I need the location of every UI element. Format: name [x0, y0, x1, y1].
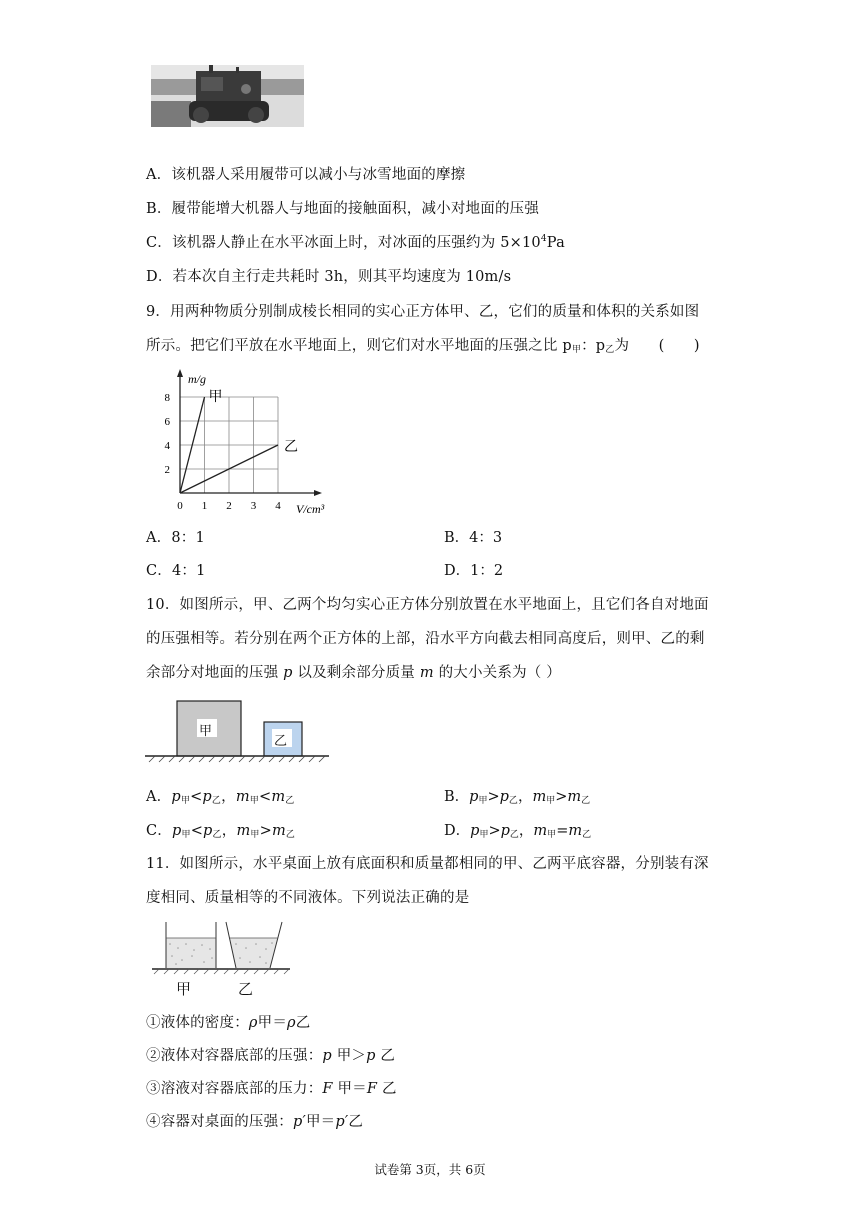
q10-stem-line1: 10．如图所示，甲、乙两个均匀实心正方体分别放置在水平地面上，且它们各自对地面 — [146, 597, 709, 613]
x-tick-label: 0 — [177, 500, 183, 512]
cube-yi-label: 乙 — [274, 734, 288, 749]
q10-option-a: A．$p_甲<p_乙$，$m_甲<m_乙$ — [146, 789, 295, 806]
y-axis-arrow — [177, 369, 183, 377]
q9-stem-line1: 9．用两种物质分别制成棱长相同的实心正方体甲、乙，它们的质量和体积的关系如图 — [146, 304, 700, 320]
q11-statement-4: ④容器对桌面的压强：p′甲＝p′乙 — [146, 1114, 364, 1130]
x-tick-label: 4 — [275, 500, 281, 512]
cube-jia-label: 甲 — [199, 724, 213, 739]
series-label-jia: 甲 — [208, 389, 223, 405]
q10-stem-line3: 余部分对地面的压强 p 以及剩余部分质量 m 的大小关系为（ ） — [146, 665, 561, 681]
robot-photo — [151, 65, 304, 127]
q11-stem-line2: 度相同、质量相等的不同液体。下列说法正确的是 — [146, 890, 470, 906]
y-tick-label: 6 — [164, 416, 170, 428]
x-tick-label: 1 — [201, 500, 208, 512]
q10-stem-line2: 的压强相等。若分别在两个正方体的上部，沿水平方向截去相同高度后，则甲、乙的剩 — [146, 631, 705, 647]
q9-stem-line2: 所示。把它们平放在水平地面上，则它们对水平地面的压强之比 $p_甲$：$p_乙$为 ( ) — [146, 338, 700, 355]
q11-statement-3: ③溶液对容器底部的压力：F 甲＝F 乙 — [146, 1081, 397, 1097]
q9-option-a: A．8：1 — [146, 530, 205, 546]
q9-option-b: B．4：3 — [444, 530, 503, 546]
containers-figure — [152, 918, 292, 998]
container-yi-label: 乙 — [238, 980, 254, 998]
x-axis-arrow — [314, 490, 322, 496]
q8-option-c: C．该机器人静止在水平冰面上时，对冰面的压强约为 $5\times 10^4Pa$ — [146, 234, 565, 251]
q10-option-c: C．$p_甲<p_乙$，$m_甲>m_乙$ — [146, 823, 296, 840]
q9-option-c: C．4：1 — [146, 563, 206, 579]
q11-stem-line1: 11．如图所示，水平桌面上放有底面积和质量都相同的甲、乙两平底容器，分别装有深 — [146, 856, 709, 872]
q9-option-d: D．1：2 — [444, 563, 504, 579]
q8-option-d: D．若本次自主行走共耗时 3h，则其平均速度为 10m/s — [146, 269, 512, 285]
q10-option-d: D．$p_甲>p_乙$，$m_甲=m_乙$ — [444, 823, 592, 840]
cubes-figure — [145, 695, 335, 765]
series-label-yi: 乙 — [284, 439, 298, 455]
y-axis-label: m/g — [188, 372, 206, 386]
x-axis-label: V/cm³ — [296, 502, 325, 516]
q8-option-b: B．履带能增大机器人与地面的接触面积，减小对地面的压强 — [146, 201, 540, 217]
x-tick-label: 2 — [226, 500, 232, 512]
q10-option-b: B．$p_甲>p_乙$，$m_甲>m_乙$ — [444, 789, 591, 806]
y-tick-label: 2 — [164, 464, 170, 476]
x-tick-label: 3 — [250, 500, 257, 512]
mass-volume-chart — [150, 360, 350, 520]
page-footer: 试卷第 3页，共 6页 — [374, 1162, 486, 1177]
container-jia-label: 甲 — [176, 980, 192, 998]
y-tick-label: 8 — [164, 392, 170, 404]
y-tick-label: 4 — [164, 440, 170, 452]
q11-statement-1: ①液体的密度：ρ甲＝ρ乙 — [146, 1015, 311, 1031]
q11-statement-2: ②液体对容器底部的压强：p 甲＞p 乙 — [146, 1048, 396, 1064]
q8-option-a: A．该机器人采用履带可以减小与冰雪地面的摩擦 — [146, 167, 466, 183]
